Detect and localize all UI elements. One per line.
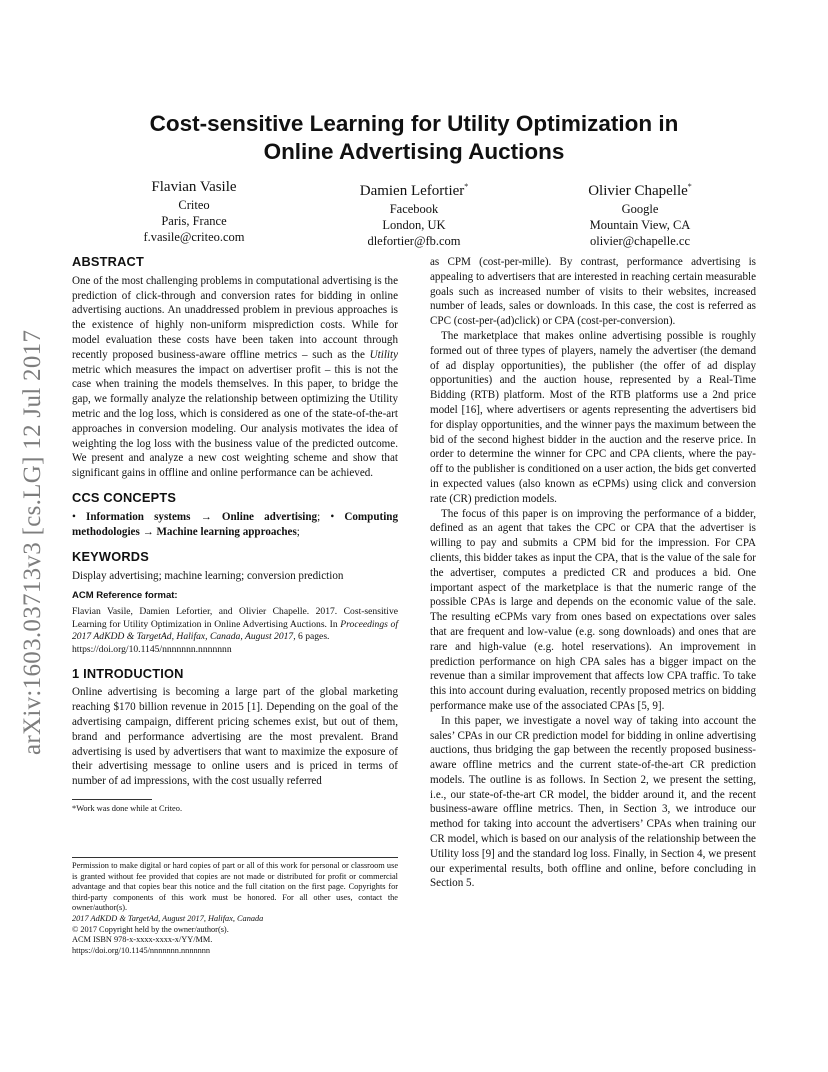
arxiv-stamp: arXiv:1603.03713v3 [cs.LG] 12 Jul 2017: [19, 329, 46, 755]
footnote: *Work was done while at Criteo.: [72, 803, 183, 813]
ccs-term: Machine learning approaches: [156, 525, 297, 538]
acm-ref-heading: ACM Reference format:: [72, 590, 178, 602]
body-paragraph: as CPM (cost-per-mille). By contrast, performance advertising is appealing to advertisers that are interested in reaching certain measurable goals such as increased number of visits to their websites, increased number of leads, sales or downloads. In this case, the cost is referred as CPC (cost-per-(ad)click) or CPA (cost-per-conversion).: [430, 256, 756, 328]
body-paragraph: The marketplace that makes online advertising possible is roughly formed out of three types of players, namely the advertiser (the demand of ad display opportunities), the publisher (the offer of ad display opportunities) and the auction house, represented by a Real-Time Bidding (RTB) platform. Most of the RTB platforms use a 2nd price model [16], where advertisers or agents representing the advertisers bid for display opportunities, and the winner pays the maximum between the bid of the second highest bidder in the auction and the reserve price. In order to determine the winner for CPC and CPA clients, where the pay-off to the publisher is conditioned on a user action, the bids get converted in expected values (also known as eCPMs) using click and conversion rate (CR) prediction models.: [430, 329, 756, 505]
author-2: [300, 178, 528, 249]
permission-text: Permission to make digital or hard copies of part or all of this work for personal or classroom use is granted without fee provided that copies are not made or distributed for profit or commercial advantage and that copies bear this notice and the full citation on the first page. Copyrights for third-party components of this work must be honored. For all other uses, contact the owner/author(s).: [72, 861, 398, 913]
acm-ref-part: 6 pages.: [295, 631, 330, 643]
permission-isbn: ACM ISBN 978-x-xxxx-xxxx-x/YY/MM.: [72, 935, 213, 945]
footnote-rule: [72, 799, 152, 800]
intro-heading: 1 INTRODUCTION: [72, 665, 184, 681]
ccs-text: [72, 510, 398, 540]
author-block: [72, 178, 756, 248]
author-location: London, UK: [382, 218, 446, 232]
ccs-term: Online advertising: [221, 510, 318, 523]
abstract-part: One of the most challenging problems in computational advertising is the prediction of click-through and conversion rates for bidding in online advertising auctions. An unaddressed problem in previous approaches is the existence of highly non-uniform misprediction costs. While for model evaluation these costs have been taken into account through recently proposed business-aware offline metrics – such as the: [72, 274, 398, 361]
ccs-end: ;: [296, 525, 300, 538]
author-email: dlefortier@fb.com: [367, 234, 461, 248]
permission-rule: [72, 857, 398, 858]
ccs-arrow: →: [190, 510, 222, 523]
venue-italic: 2017 AdKDD & TargetAd, August 2017, Halifax, Canada: [72, 913, 264, 923]
author-org: Facebook: [389, 202, 439, 216]
permission-venue: [72, 914, 398, 925]
author-1: [80, 178, 308, 245]
author-org: Google: [621, 202, 659, 216]
author-name: Flavian Vasile: [151, 179, 237, 195]
body-paragraph: In this paper, we investigate a novel way of taking into account the sales’ CPAs in our CR prediction model for bidding in online advertising auctions, thus bridging the gap between the recently proposed business-aware offline metrics and the current state-of-the-art CR prediction models. The outline is as follows. In Section 2, we present the setting, i.e., our state-of-the-art CR model, the bidder around it, and the recent business-aware offline metrics. Then, in Section 3, we introduce our method for taking into account the advertisers’ CPAs when training our CR model, which is based on our analysis of the relationship between the Utility loss [9] and the standard log loss. Finally, in Section 4, we present our experimental results, both offline and online, before concluding in Section 5.: [430, 714, 756, 890]
paper-title: [72, 110, 756, 166]
author-3: [526, 178, 754, 249]
ccs-heading: CCS CONCEPTS: [72, 489, 177, 505]
author-location: Mountain View, CA: [589, 218, 691, 232]
acm-ref-doi: https://doi.org/10.1145/nnnnnnn.nnnnnnn: [72, 643, 232, 655]
right-column: [430, 255, 756, 891]
acm-ref-text: [72, 606, 398, 656]
acm-ref-part: Flavian Vasile, Damien Lefortier, and Olivier Chapelle. 2017. Cost-sensitive Learning for Utility Optimization in Online Advertising Auctions. In: [72, 606, 398, 630]
abstract-part: metric which measures the impact on advertiser profit – this is not the case when training the models themselves. In this paper, to bridge the gap, we formally analyze the relationship between optimizing the Utility metric and the log loss, which is considered as one of the state-of-the-art approaches in conversion modeling. Our analysis motivates the idea of weighting the log loss with the business value of the predicted outcome. We present and analyze a new cost weighting scheme and show that significant gains in offline and online performance can be achieved.: [72, 363, 398, 480]
author-org: Criteo: [178, 198, 210, 212]
abstract-text: [72, 274, 398, 481]
left-column: [72, 255, 398, 814]
author-email: olivier@chapelle.cc: [590, 234, 690, 248]
ccs-term: Computing methodologies: [72, 510, 398, 538]
author-name: Olivier Chapelle: [588, 183, 688, 199]
keywords-text: Display advertising; machine learning; conversion prediction: [72, 569, 344, 582]
author-email: f.vasile@criteo.com: [143, 230, 245, 244]
abstract-italic: Utility: [369, 348, 398, 361]
permission-doi: https://doi.org/10.1145/nnnnnnn.nnnnnnn: [72, 945, 211, 955]
permission-copyright: © 2017 Copyright held by the owner/author(s).: [72, 924, 229, 934]
permission-block: [72, 857, 398, 956]
footnote-mark: *: [464, 182, 469, 191]
ccs-arrow: →: [139, 525, 157, 538]
footnote-mark: *: [687, 182, 692, 191]
acm-ref-italic: Proceedings of 2017 AdKDD & TargetAd, Halifax, Canada, August 2017,: [72, 618, 399, 643]
ccs-term: Information systems: [86, 510, 191, 523]
keywords-heading: KEYWORDS: [72, 548, 149, 564]
intro-paragraph: Online advertising is becoming a large part of the global marketing reaching $170 billion revenue in 2015 [1]. Depending on the goal of the advertising campaign, different pricing schemes exist, but out of them, brand and performance advertising are the most prevalent. Brand advertising is used by advertisers that want to maximize the exposure of their advertising message to online users and is priced in terms of number of ad impressions, with the cost usually referred: [72, 686, 398, 788]
ccs-sep: ; •: [317, 510, 345, 523]
title-line-1: Cost-sensitive Learning for Utility Optimization in: [149, 111, 679, 136]
ccs-bullet: •: [72, 510, 87, 523]
author-name: Damien Lefortier: [359, 183, 465, 199]
title-line-2: Online Advertising Auctions: [263, 139, 565, 164]
abstract-heading: ABSTRACT: [72, 254, 144, 269]
author-location: Paris, France: [161, 214, 227, 228]
body-paragraph: The focus of this paper is on improving the performance of a bidder, defined as an agent that takes the CPC or CPA that the advertiser is willing to pay and submits a CPM bid for the impression. For CPA clients, this bidder takes as input the CPA, that is the value of the sale for the advertiser, computes a predicted CR and produces a bid. One important aspect of the marketplace is that the numeric range of the possible CPAs is large and depends on the economic value of the sale. The resulting eCPMs vary from ones based on expectations over sales that are frequent and low-value (e.g. song downloads) and ones that are rare and high-value (e.g. hotel reservations). An improvement in prediction performance on high CPA sales has a bigger impact on the revenue than a similar improvement that affects low CPA traffic. To take this into account during evaluation, recently proposed metrics on bidding performance make use of the associated CPAs [5, 9].: [430, 507, 756, 712]
